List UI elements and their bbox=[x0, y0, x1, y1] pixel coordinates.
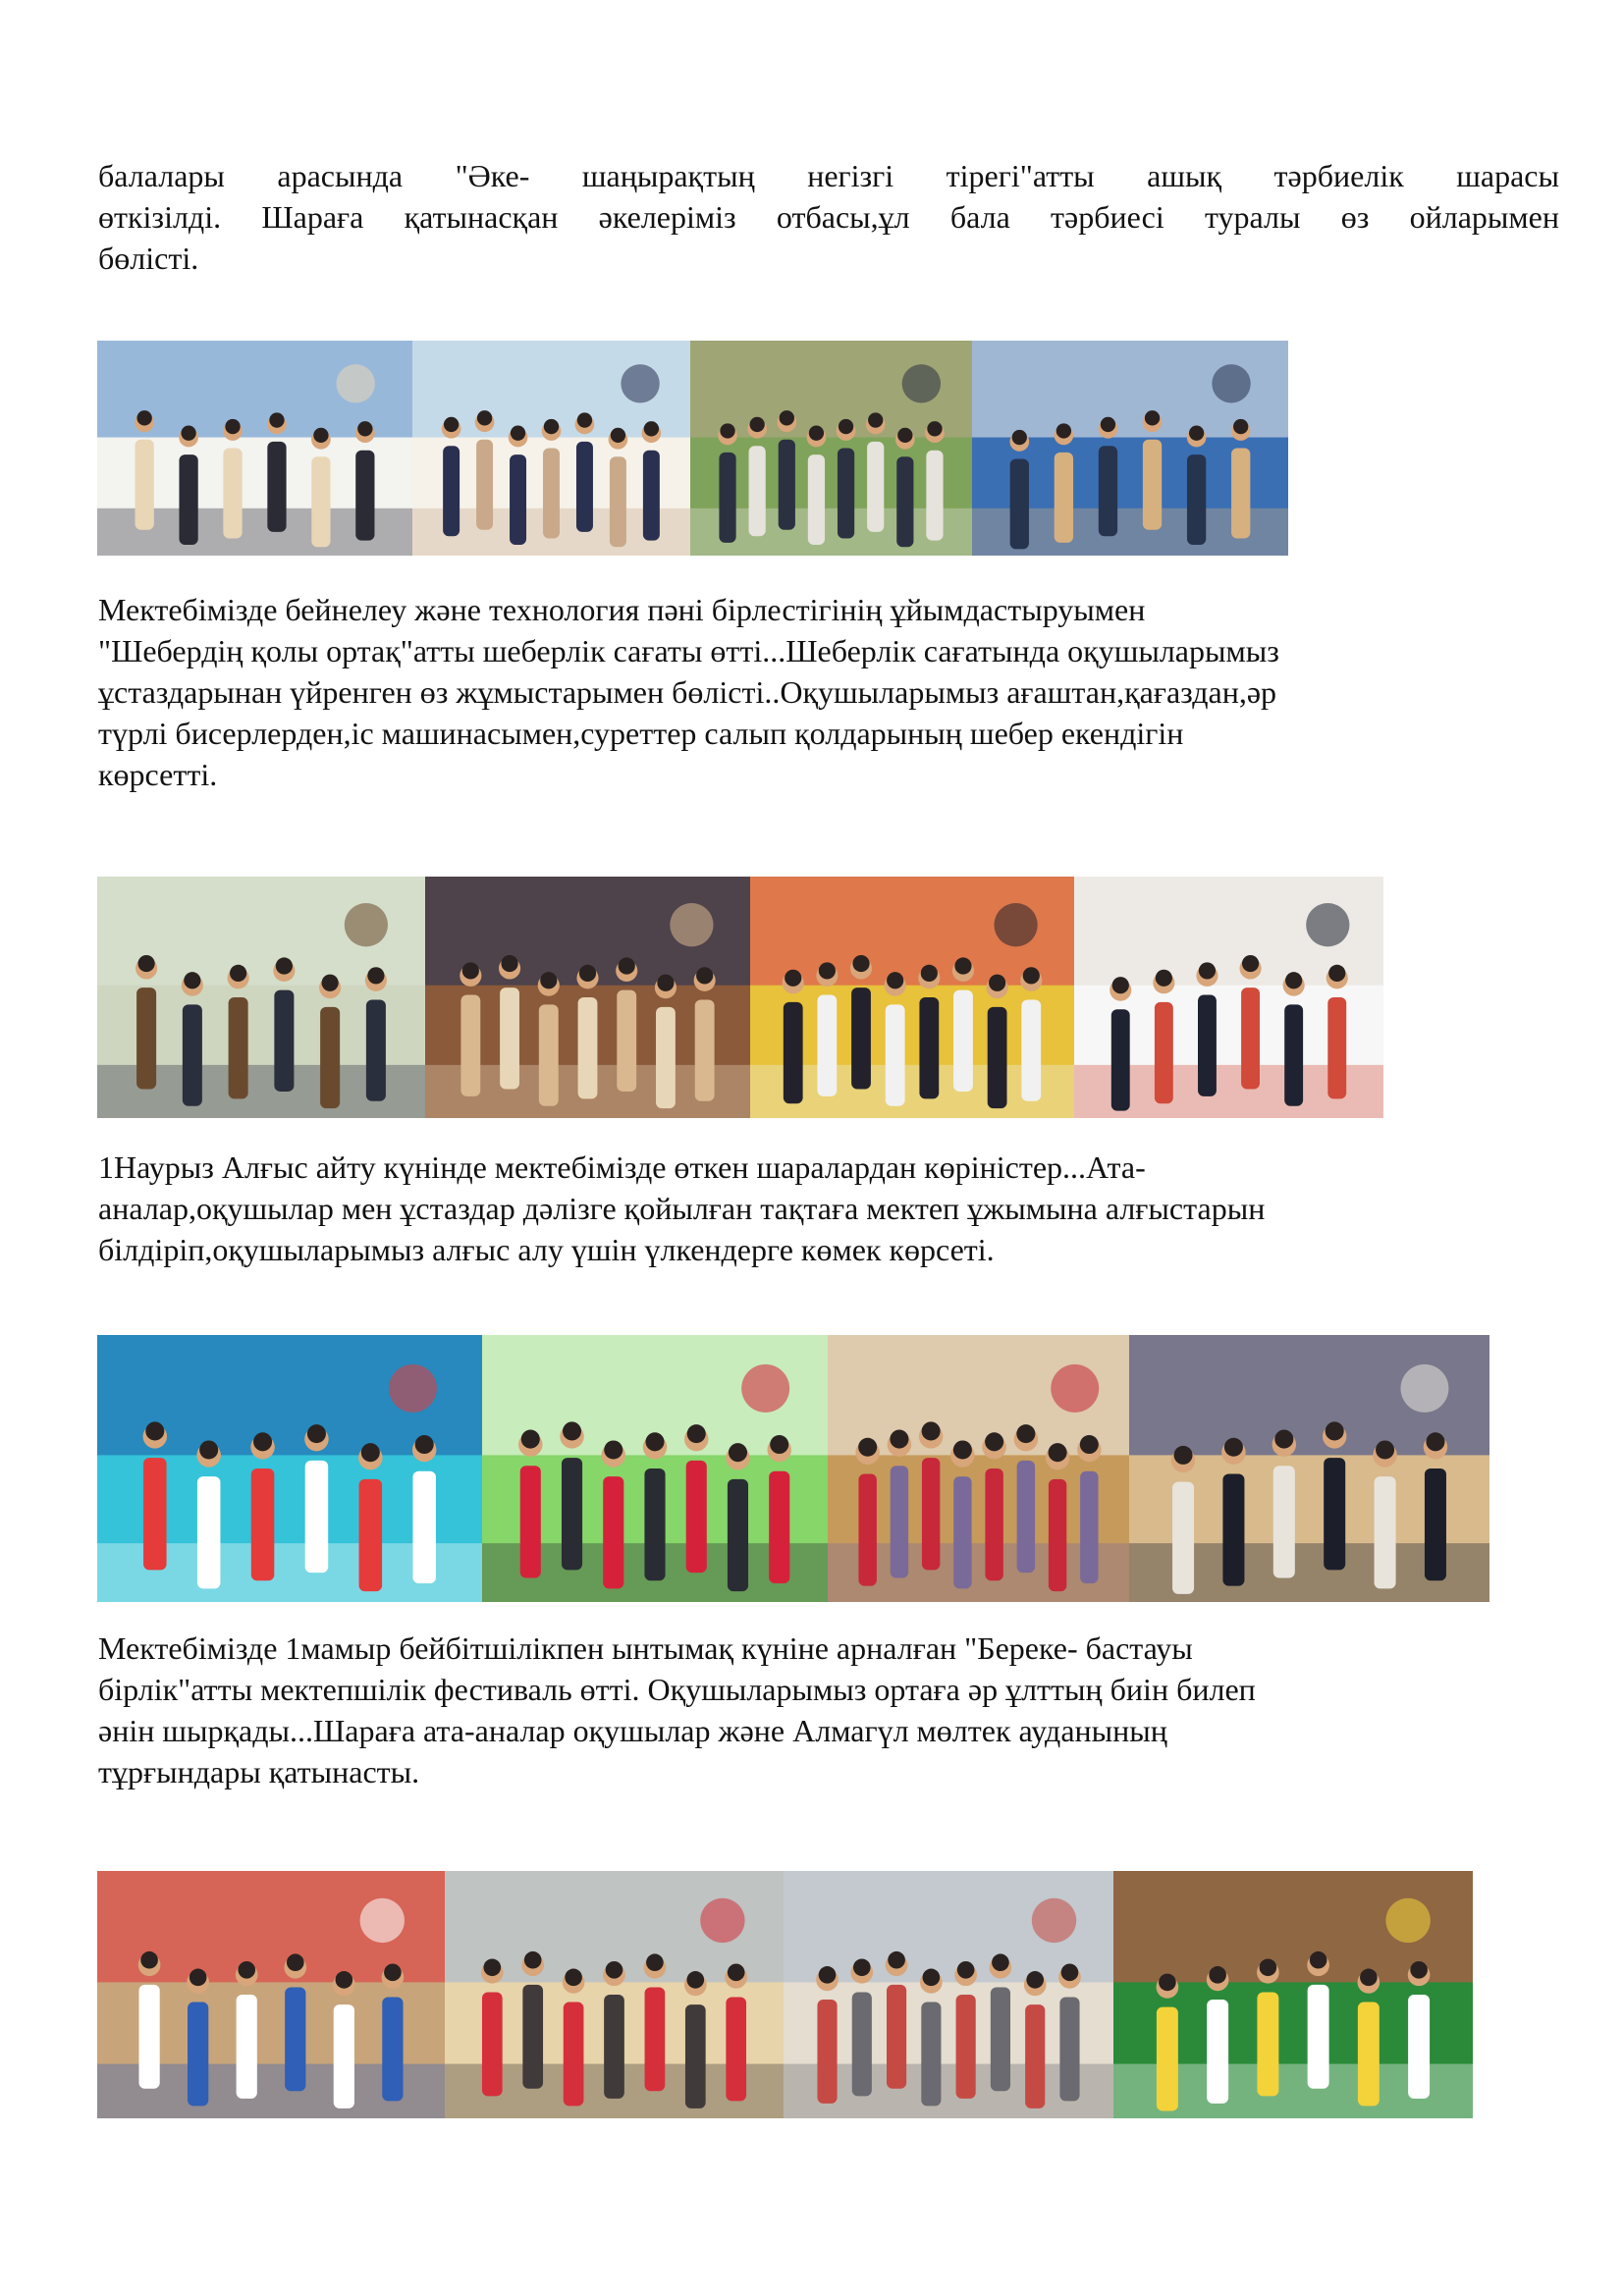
photo-festival-flags bbox=[1113, 1871, 1473, 2118]
photo-sewing-machines bbox=[750, 877, 1074, 1118]
text-line: аналар,оқушылар мен ұстаздар дәлізге қойылған тақтаға мектеп ұжымына алғыстарын bbox=[98, 1191, 1266, 1226]
text-line: әнін шырқады...Шараға ата-аналар оқушылар және Алмагүл мөлтек ауданының bbox=[98, 1713, 1167, 1748]
photo-workshop-hall bbox=[97, 877, 425, 1118]
photo-festival-yard bbox=[784, 1871, 1113, 2118]
paragraph-workshop bbox=[98, 589, 1279, 795]
text-line: өткізілді. Шараға қатынасқан әкелеріміз отбасы,ұл бала тәрбиесі туралы өз ойларымен bbox=[98, 199, 1559, 235]
text-line: 1Наурыз Алғыс айту күнінде мектебімізде өткен шаралардан көріністер...Ата- bbox=[98, 1149, 1146, 1185]
photo-row-gratitude bbox=[97, 1335, 1489, 1602]
paragraph-gratitude-day bbox=[98, 1147, 1265, 1270]
text-line: тұрғындары қатынасты. bbox=[98, 1754, 420, 1789]
photo-woodburning bbox=[425, 877, 750, 1118]
photo-festival-costumes bbox=[97, 1871, 445, 2118]
text-line: білдіріп,оқушыларымыз алғыс алу үшін үлкендерге көмек көрсеті. bbox=[98, 1232, 995, 1267]
photo-fathers-family bbox=[972, 341, 1288, 556]
photo-drawings-display bbox=[1074, 877, 1383, 1118]
photo-students-hall bbox=[1129, 1335, 1489, 1602]
text-line: ұстаздарынан үйренген өз жұмыстарымен бөлісті..Оқушыларымыз ағаштан,қағаздан,әр bbox=[98, 674, 1277, 710]
text-line: балалары арасында "Әке- шаңырақтың негізгі тірегі"атты ашық тәрбиелік шарасы bbox=[98, 158, 1559, 193]
text-line: бірлік"атты мектепшілік фестиваль өтті. Оқушыларымыз ортаға әр ұлттың биін билеп bbox=[98, 1672, 1256, 1707]
paragraph-fathers-event bbox=[98, 155, 1559, 279]
photo-heart-notes bbox=[482, 1335, 828, 1602]
paragraph-festival bbox=[98, 1628, 1256, 1792]
text-line: көрсетті. bbox=[98, 757, 218, 792]
photo-row-fathers bbox=[97, 341, 1288, 556]
photo-row-festival bbox=[97, 1871, 1473, 2118]
text-line: түрлі бисерлерден,іс машинасымен,суреттер салып қолдарының шебер екендігін bbox=[98, 716, 1184, 751]
text-line: Мектебімізде бейнелеу және технология пәні бірлестігінің ұйымдастыруымен bbox=[98, 592, 1146, 627]
text-line: бөлісті. bbox=[98, 240, 199, 276]
photo-fathers-award-group bbox=[97, 341, 412, 556]
photo-fathers-classroom bbox=[412, 341, 690, 556]
text-line: Мектебімізде 1мамыр бейбітшілікпен ынтымақ күніне арналған "Береке- бастауы bbox=[98, 1630, 1193, 1666]
photo-festival-dombra bbox=[445, 1871, 784, 2118]
photo-fathers-balloon bbox=[690, 341, 972, 556]
photo-stage-heart-board bbox=[97, 1335, 482, 1602]
photo-screen-gratitude bbox=[828, 1335, 1129, 1602]
photo-row-workshop bbox=[97, 877, 1383, 1118]
text-line: "Шебердің қолы ортақ"атты шеберлік сағаты өтті...Шеберлік сағатында оқушыларымыз bbox=[98, 633, 1279, 668]
